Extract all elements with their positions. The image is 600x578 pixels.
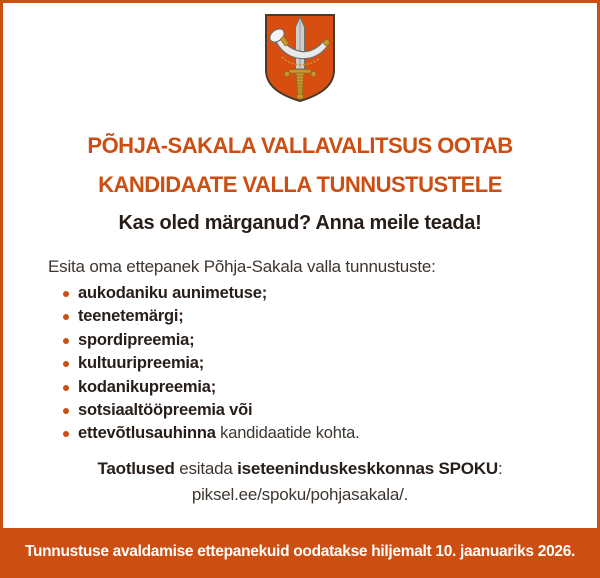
title-line-2: KANDIDAATE VALLA TUNNUSTUSTELE: [98, 172, 502, 197]
title-line-1: PÕHJA-SAKALA VALLAVALITSUS OOTAB: [87, 133, 513, 158]
recognition-list: [48, 282, 567, 446]
subtitle: Kas oled märganud? Anna meile teada!: [118, 212, 482, 234]
list-item: spordipreemia;: [48, 329, 567, 352]
instruction-bold-segment: iseteeninduskeskkonnas SPOKU: [237, 459, 498, 478]
deadline-banner: [3, 528, 597, 575]
application-instruction: [3, 456, 597, 482]
list-item: kultuuripreemia;: [48, 352, 567, 375]
deadline-text: Tunnustuse avaldamise ettepanekuid oodatakse hiljemalt 10. jaanuariks 2026.: [24, 542, 576, 560]
coat-of-arms-icon: [262, 12, 338, 104]
list-item: sotsiaaltööpreemia või: [48, 399, 567, 422]
instruction-bold-segment: Taotlused: [97, 459, 175, 478]
list-item: aukodaniku aunimetuse;: [48, 282, 567, 305]
application-info: [3, 456, 597, 508]
intro-text: Esita oma ettepanek Põhja-Sakala valla tunnustuste:: [48, 257, 436, 276]
municipal-crest: [262, 12, 338, 104]
list-item: ettevõtlusauhinna kandidaatide kohta.: [48, 422, 567, 445]
list-item: kodanikupreemia;: [48, 376, 567, 399]
application-url: piksel.ee/spoku/pohjasakala/.: [191, 485, 409, 504]
page-title: [3, 126, 597, 204]
list-item: teenetemärgi;: [48, 305, 567, 328]
instruction-segment: :: [498, 459, 503, 478]
instruction-segment: esitada: [174, 459, 238, 478]
